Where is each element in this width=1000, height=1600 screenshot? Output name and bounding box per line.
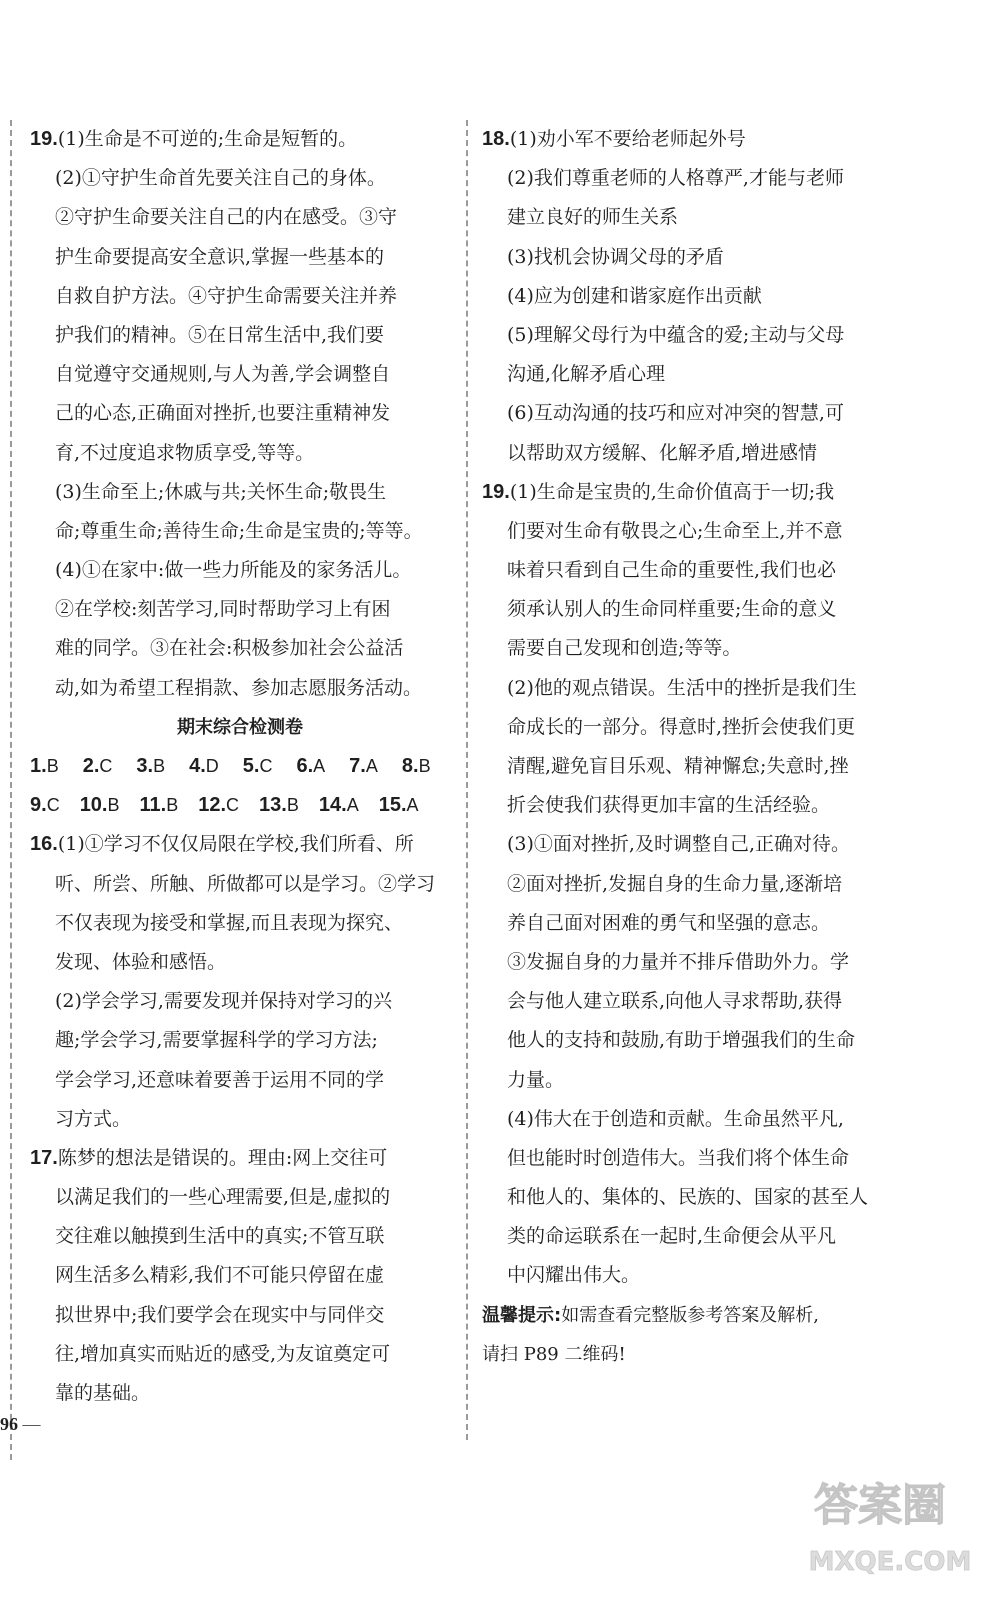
answer-line: 清醒,避免盲目乐观、精神懈怠;失意时,挫 bbox=[507, 755, 849, 777]
answer-line: 网生活多么精彩,我们不可能只停留在虚 bbox=[55, 1264, 385, 1287]
question-number: 17. bbox=[30, 1146, 58, 1169]
answer-line: 折会使我们获得更加丰富的生活经验。 bbox=[507, 794, 831, 817]
answer-line: (4)应为创建和谐家庭作出贡献 bbox=[507, 284, 762, 307]
answer-line: 他人的支持和鼓励,有助于增强我们的生命 bbox=[507, 1029, 856, 1052]
mc-answer: 4.D bbox=[189, 755, 219, 777]
answer-line: 建立良好的师生关系 bbox=[507, 206, 679, 229]
answer-line: 和他人的、集体的、民族的、国家的甚至人 bbox=[507, 1186, 869, 1209]
answer-line: (1)生命是不可逆的;生命是短暂的。 bbox=[57, 128, 358, 150]
mc-answer: 2.C bbox=[82, 755, 113, 777]
page-number: 96 — bbox=[0, 1414, 41, 1434]
question-number: 19. bbox=[30, 128, 58, 150]
question-number: 18. bbox=[482, 128, 510, 150]
answer-line: 护我们的精神。⑤在日常生活中,我们要 bbox=[55, 323, 385, 346]
answer-line: 自觉遵守交通规则,与人为善,学会调整自 bbox=[55, 363, 391, 386]
answer-line: 往,增加真实而贴近的感受,为友谊奠定可 bbox=[55, 1342, 391, 1365]
answer-line: (6)互动沟通的技巧和应对冲突的智慧,可 bbox=[507, 402, 844, 425]
answer-line: 但也能时时创造伟大。当我们将个体生命 bbox=[507, 1146, 850, 1169]
answer-line: 靠的基础。 bbox=[55, 1382, 151, 1404]
mc-answer: 9.C bbox=[30, 794, 60, 817]
answer-line: 类的命运联系在一起时,生命便会从平凡 bbox=[507, 1225, 837, 1248]
answer-line: (3)生命至上;休戚与共;关怀生命;敬畏生 bbox=[55, 480, 387, 503]
answer-line: (2)我们尊重老师的人格尊严,才能与老师 bbox=[507, 167, 844, 190]
answer-line: 会与他人建立联系,向他人寻求帮助,获得 bbox=[507, 990, 843, 1013]
mc-answer: 10.B bbox=[79, 794, 120, 817]
answer-line: 动,如为希望工程捐款、参加志愿服务活动。 bbox=[55, 676, 423, 699]
mc-answer: 12.C bbox=[198, 794, 240, 817]
answer-line: (4)伟大在于创造和贡献。生命虽然平凡, bbox=[507, 1107, 844, 1130]
left-column bbox=[30, 120, 450, 1413]
answer-line: 养自己面对困难的勇气和坚强的意志。 bbox=[507, 911, 831, 934]
answer-line: 味着只看到自己生命的重要性,我们也必 bbox=[507, 559, 837, 582]
mc-answer: 7.A bbox=[349, 755, 378, 777]
tip-text: 请扫 P89 二维码! bbox=[482, 1343, 626, 1365]
answer-line: (2)学会学习,需要发现并保持对学习的兴 bbox=[55, 990, 392, 1013]
svg-text:MXQE.COM: MXQE.COM bbox=[808, 1547, 972, 1577]
answer-line: 命成长的一部分。得意时,挫折会使我们更 bbox=[507, 715, 856, 738]
answer-line: ②在学校:刻苦学习,同时帮助学习上有困 bbox=[55, 598, 391, 621]
answer-line: 中闪耀出伟大。 bbox=[507, 1264, 641, 1287]
answer-line: 习方式。 bbox=[55, 1107, 132, 1130]
multiple-choice-row-1 bbox=[30, 747, 450, 786]
mc-answer: 15.A bbox=[378, 794, 419, 817]
answer-line: (3)找机会协调父母的矛盾 bbox=[507, 245, 724, 268]
mc-answer: 3.B bbox=[136, 755, 166, 777]
question-number: 19. bbox=[482, 480, 510, 503]
mc-answer: 1.B bbox=[30, 755, 59, 777]
answer-line: 学会学习,还意味着要善于运用不同的学 bbox=[55, 1068, 385, 1091]
mc-answer: 5.C bbox=[242, 755, 273, 777]
answer-line: 自救自护方法。④守护生命需要关注并养 bbox=[55, 284, 398, 307]
question-19-left bbox=[30, 120, 450, 708]
mc-answer: 14.A bbox=[318, 794, 359, 817]
answer-line: ③发掘自身的力量并不排斥借助外力。学 bbox=[507, 950, 850, 973]
watermark-logo bbox=[780, 1450, 980, 1590]
answer-line: 陈梦的想法是错误的。理由:网上交往可 bbox=[57, 1146, 388, 1169]
answer-line: 己的心态,正确面对挫折,也要注重精神发 bbox=[55, 402, 391, 425]
mc-answer: 6.A bbox=[296, 755, 326, 777]
answer-line: 需要自己发现和创造;等等。 bbox=[507, 637, 742, 660]
answer-line: (4)①在家中:做一些力所能及的家务活儿。 bbox=[55, 559, 412, 582]
tip-text: 如需查看完整版参考答案及解析, bbox=[561, 1304, 819, 1326]
answer-line: (1)①学习不仅仅局限在学校,我们所看、所 bbox=[57, 833, 414, 856]
question-19-right bbox=[482, 473, 912, 1296]
mc-answer: 13.B bbox=[259, 794, 299, 817]
answer-line: 以帮助双方缓解、化解矛盾,增进感情 bbox=[507, 441, 818, 464]
right-column bbox=[482, 120, 912, 1374]
answer-line: 不仅表现为接受和掌握,而且表现为探究、 bbox=[55, 911, 404, 934]
answer-line: 听、所尝、所触、所做都可以是学习。②学习 bbox=[55, 872, 436, 895]
question-number: 16. bbox=[30, 833, 58, 856]
answer-line: 们要对生命有敬畏之心;生命至上,并不意 bbox=[507, 519, 843, 542]
answer-line: 育,不过度追求物质享受,等等。 bbox=[55, 441, 315, 464]
left-dashed-rule bbox=[10, 120, 12, 1460]
answer-line: ②守护生命要关注自己的内在感受。③守 bbox=[55, 206, 398, 229]
answer-line: ②面对挫折,发掘自身的生命力量,逐渐培 bbox=[507, 872, 843, 895]
answer-line: 趣;学会学习,需要掌握科学的学习方法; bbox=[55, 1029, 378, 1052]
tip-label: 温馨提示: bbox=[482, 1304, 562, 1326]
mc-answer: 8.B bbox=[401, 755, 431, 777]
answer-line: (2)他的观点错误。生活中的挫折是我们生 bbox=[507, 676, 857, 699]
section-title: 期末综合检测卷 bbox=[177, 716, 303, 738]
column-divider-dashed-rule bbox=[466, 120, 468, 1440]
tip-box bbox=[482, 1296, 912, 1374]
answer-line: 沟通,化解矛盾心理 bbox=[507, 363, 666, 386]
mc-answer: 11.B bbox=[139, 794, 179, 817]
answer-line: (5)理解父母行为中蕴含的爱;主动与父母 bbox=[507, 323, 845, 346]
answer-line: (1)生命是宝贵的,生命价值高于一切;我 bbox=[509, 480, 835, 503]
answer-line: 命;尊重生命;善待生命;生命是宝贵的;等等。 bbox=[55, 519, 423, 542]
answer-line: 难的同学。③在社会:积极参加社会公益活 bbox=[55, 637, 404, 660]
answer-line: 以满足我们的一些心理需要,但是,虚拟的 bbox=[55, 1186, 391, 1209]
answer-line: 护生命要提高安全意识,掌握一些基本的 bbox=[55, 245, 385, 268]
question-17 bbox=[30, 1139, 450, 1413]
answer-line: (1)劝小军不要给老师起外号 bbox=[509, 128, 746, 150]
answer-line: (2)①守护生命首先要关注自己的身体。 bbox=[55, 167, 386, 190]
answer-line: (3)①面对挫折,及时调整自己,正确对待。 bbox=[507, 833, 850, 856]
answer-line: 力量。 bbox=[507, 1068, 565, 1091]
multiple-choice-row-2 bbox=[30, 786, 450, 825]
svg-text:答案圈: 答案圈 bbox=[814, 1480, 946, 1531]
answer-line: 须承认别人的生命同样重要;生命的意义 bbox=[507, 598, 837, 621]
question-16 bbox=[30, 825, 450, 1139]
answer-line: 拟世界中;我们要学会在现实中与同伴交 bbox=[55, 1303, 385, 1326]
answer-line: 发现、体验和感悟。 bbox=[55, 950, 227, 973]
question-18 bbox=[482, 120, 912, 473]
answer-line: 交往难以触摸到生活中的真实;不管互联 bbox=[55, 1225, 385, 1248]
